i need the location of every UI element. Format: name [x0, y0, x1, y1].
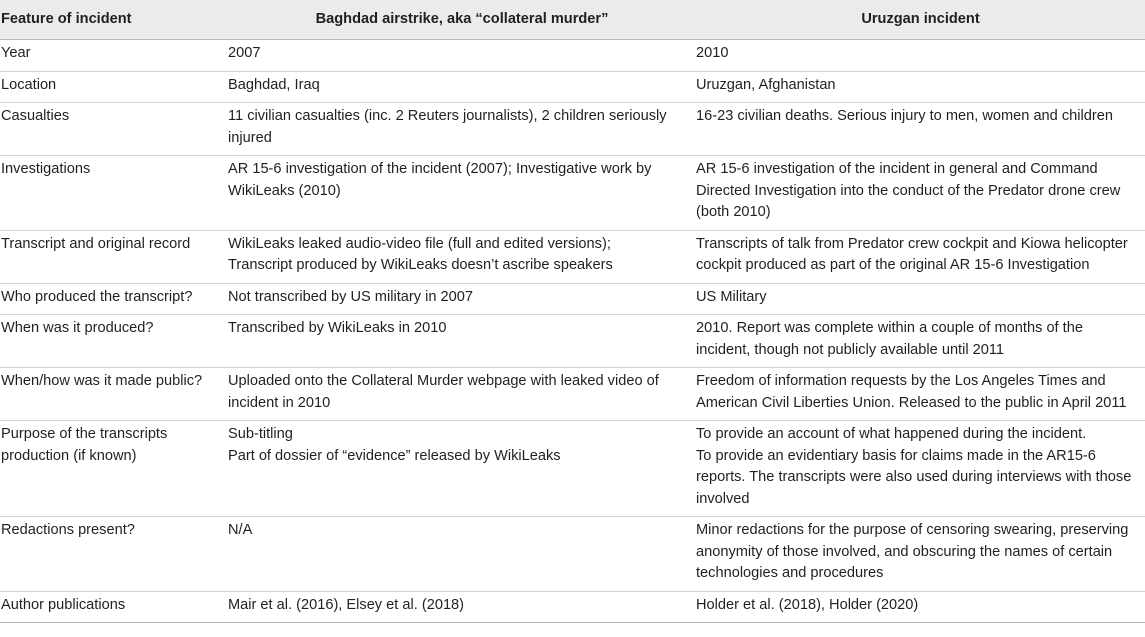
table-row	[0, 517, 1145, 592]
feature-cell: Redactions present?	[0, 517, 228, 592]
table-row	[0, 368, 1145, 421]
feature-cell: Purpose of the transcripts production (if known)	[0, 421, 228, 517]
uruzgan-cell: 2010. Report was complete within a couple of months of the incident, though not publicly available until 2011	[696, 315, 1145, 368]
table-body	[0, 40, 1145, 623]
baghdad-cell: Mair et al. (2016), Elsey et al. (2018)	[228, 591, 696, 623]
table-row	[0, 230, 1145, 283]
baghdad-cell: Baghdad, Iraq	[228, 71, 696, 103]
baghdad-cell: WikiLeaks leaked audio-video file (full and edited versions); Transcript produced by WikiLeaks doesn’t ascribe speakers	[228, 230, 696, 283]
header-uruzgan: Uruzgan incident	[696, 0, 1145, 40]
table-header	[0, 0, 1145, 40]
feature-cell: Location	[0, 71, 228, 103]
uruzgan-cell: Transcripts of talk from Predator crew cockpit and Kiowa helicopter cockpit produced as part of the original AR 15-6 Investigation	[696, 230, 1145, 283]
table-row	[0, 421, 1145, 517]
feature-cell: When/how was it made public?	[0, 368, 228, 421]
baghdad-cell: Sub-titling Part of dossier of “evidence” released by WikiLeaks	[228, 421, 696, 517]
header-feature: Feature of incident	[0, 0, 228, 40]
table-row	[0, 156, 1145, 231]
feature-cell: Who produced the transcript?	[0, 283, 228, 315]
baghdad-cell: N/A	[228, 517, 696, 592]
feature-cell: Year	[0, 40, 228, 72]
feature-cell: Transcript and original record	[0, 230, 228, 283]
feature-cell: Investigations	[0, 156, 228, 231]
uruzgan-cell: AR 15-6 investigation of the incident in general and Command Directed Investigation into the conduct of the Predator drone crew (both 2010)	[696, 156, 1145, 231]
table-row	[0, 315, 1145, 368]
uruzgan-cell: Minor redactions for the purpose of censoring swearing, preserving anonymity of those involved, and obscuring the names of certain technologies and procedures	[696, 517, 1145, 592]
baghdad-cell: 2007	[228, 40, 696, 72]
table-row	[0, 103, 1145, 156]
header-row	[0, 0, 1145, 40]
uruzgan-cell: Holder et al. (2018), Holder (2020)	[696, 591, 1145, 623]
baghdad-cell: Not transcribed by US military in 2007	[228, 283, 696, 315]
baghdad-cell: Uploaded onto the Collateral Murder webpage with leaked video of incident in 2010	[228, 368, 696, 421]
uruzgan-cell: US Military	[696, 283, 1145, 315]
baghdad-cell: Transcribed by WikiLeaks in 2010	[228, 315, 696, 368]
table-row	[0, 71, 1145, 103]
baghdad-cell: 11 civilian casualties (inc. 2 Reuters journalists), 2 children seriously injured	[228, 103, 696, 156]
feature-cell: Casualties	[0, 103, 228, 156]
uruzgan-cell: 2010	[696, 40, 1145, 72]
table-row	[0, 283, 1145, 315]
feature-cell: When was it produced?	[0, 315, 228, 368]
table-row	[0, 591, 1145, 623]
uruzgan-cell: Uruzgan, Afghanistan	[696, 71, 1145, 103]
header-baghdad: Baghdad airstrike, aka “collateral murder”	[228, 0, 696, 40]
uruzgan-cell: Freedom of information requests by the Los Angeles Times and American Civil Liberties Union. Released to the public in April 2011	[696, 368, 1145, 421]
table-row	[0, 40, 1145, 72]
feature-cell: Author publications	[0, 591, 228, 623]
uruzgan-cell: 16-23 civilian deaths. Serious injury to men, women and children	[696, 103, 1145, 156]
baghdad-cell: AR 15-6 investigation of the incident (2007); Investigative work by WikiLeaks (2010)	[228, 156, 696, 231]
uruzgan-cell: To provide an account of what happened during the incident. To provide an evidentiary basis for claims made in the AR15-6 reports. The transcripts were also used during interviews with those involved	[696, 421, 1145, 517]
